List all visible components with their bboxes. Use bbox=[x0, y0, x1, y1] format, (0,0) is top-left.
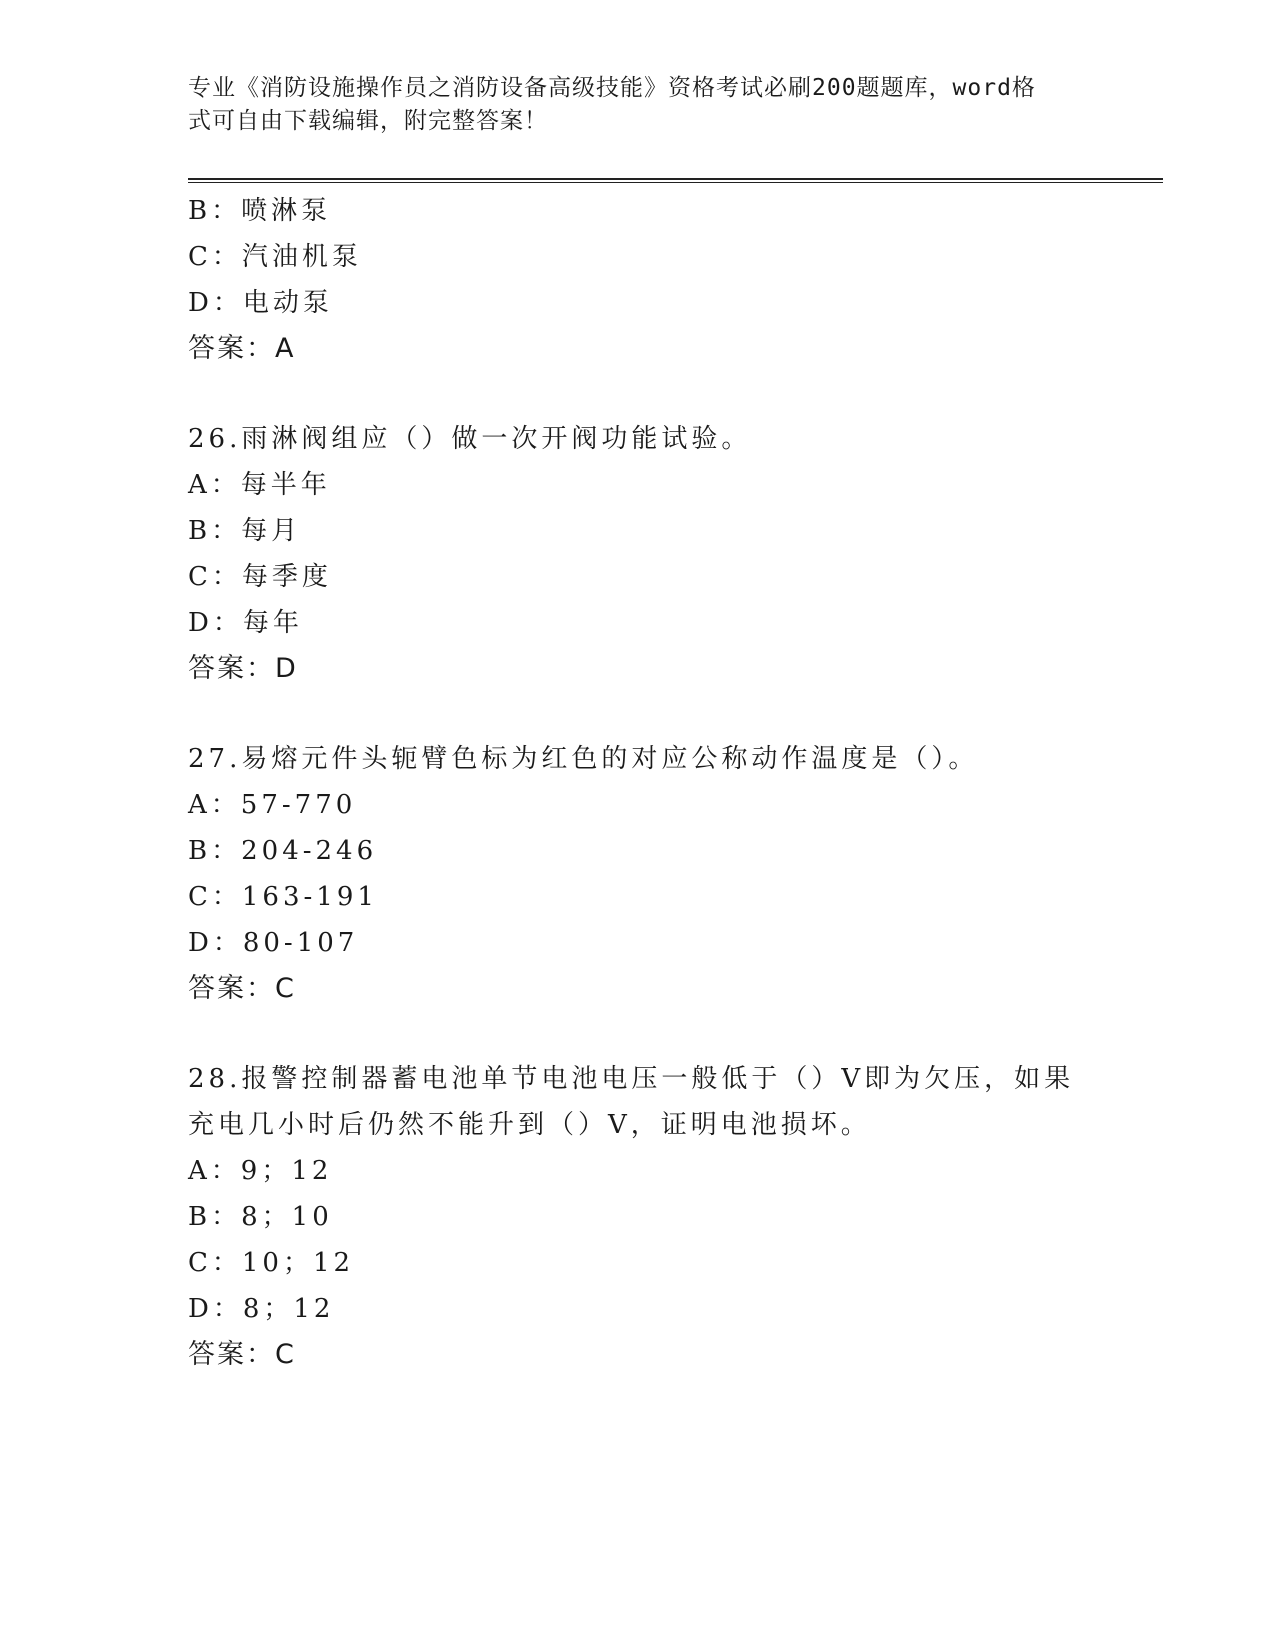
answer-line: 答案：D bbox=[188, 653, 298, 684]
option-b: B：喷淋泵 bbox=[188, 196, 332, 226]
option-d: D：80-107 bbox=[188, 928, 359, 958]
header-line-1: 专业《消防设施操作员之消防设备高级技能》资格考试必刷200题题库，word格 bbox=[188, 75, 1036, 101]
option-a: A：每半年 bbox=[188, 470, 331, 500]
header-divider bbox=[188, 178, 1163, 183]
option-d: D：8；12 bbox=[188, 1294, 335, 1324]
question-text: 26.雨淋阀组应（）做一次开阀功能试验。 bbox=[188, 424, 752, 454]
answer-line: 答案：C bbox=[188, 1339, 296, 1370]
question-text: 28.报警控制器蓄电池单节电池电压一般低于（）V即为欠压，如果充电几小时后仍然不能升到（）V，证明电池损坏。 bbox=[188, 1064, 1075, 1140]
option-a: A：9；12 bbox=[188, 1156, 333, 1186]
header-line-2: 式可自由下载编辑，附完整答案！ bbox=[188, 108, 548, 134]
option-c: C：汽油机泵 bbox=[188, 242, 362, 272]
option-b: B：8；10 bbox=[188, 1202, 333, 1232]
carryover-block bbox=[188, 188, 1088, 372]
question-item bbox=[188, 736, 1088, 1012]
option-d: D：每年 bbox=[188, 608, 303, 638]
question-item bbox=[188, 1056, 1088, 1378]
option-c: C：163-191 bbox=[188, 882, 378, 912]
option-b: B：每月 bbox=[188, 516, 302, 546]
option-c: C：每季度 bbox=[188, 562, 332, 592]
answer-line: 答案：C bbox=[188, 973, 296, 1004]
answer-line: 答案：A bbox=[188, 333, 296, 364]
option-d: D：电动泵 bbox=[188, 288, 333, 318]
question-list bbox=[188, 188, 1088, 1378]
option-a: A：57-770 bbox=[188, 790, 357, 820]
option-b: B：204-246 bbox=[188, 836, 378, 866]
question-text: 27.易熔元件头轭臂色标为红色的对应公称动作温度是（）。 bbox=[188, 744, 979, 774]
option-c: C：10；12 bbox=[188, 1248, 355, 1278]
document-header bbox=[188, 72, 1068, 138]
question-item bbox=[188, 416, 1088, 692]
